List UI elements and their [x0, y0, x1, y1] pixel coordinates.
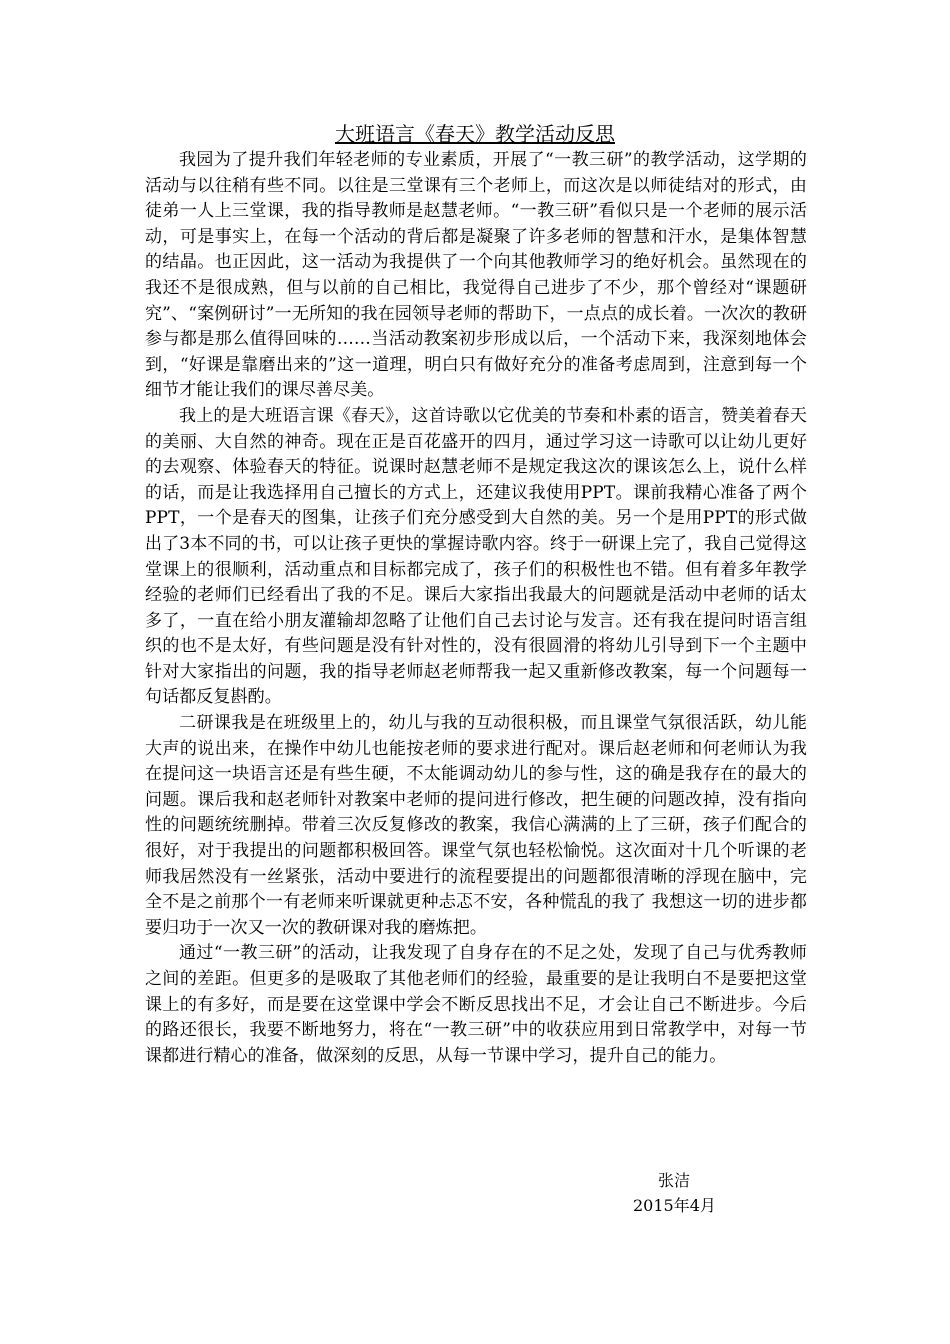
paragraph-3: 二研课我是在班级里上的，幼儿与我的互动很积极，而且课堂气氛很活跃，幼儿能大声的说出来，在操作中幼儿也能按老师的要求进行配对。课后赵老师和何老师认为我在提问这一块语言还是有些生硬，不太能调动幼儿的参与性，这的确是我存在的最大的问题。课后我和赵老师针对教案中老师的提问进行修改，把生硬的问题改掉，没有指向性的问题统统删掉。带着三次反复修改的教案，我信心满满的上了三研，孩子们配合的很好，对于我提出的问题都积极回答。课堂气氛也轻松愉悦。这次面对十几个听课的老师我居然没有一丝紧张，活动中要进行的流程要提出的问题都很清晰的浮现在脑中，完全不是之前那个一有老师来听课就更种忐忑不安，各种慌乱的我了 我想这一切的进步都要归功于一次又一次的教研课对我的磨炼把。: [145, 713, 807, 938]
document-body: [145, 148, 807, 1069]
paragraph-1: 我园为了提升我们年轻老师的专业素质，开展了“一教三研”的教学活动，这学期的活动与以往稍有些不同。以往是三堂课有三个老师上，而这次是以师徒结对的形式，由徒弟一人上三堂课，我的指导教师是赵慧老师。“一教三研”看似只是一个老师的展示活动，可是事实上，在每一个活动的背后都是凝聚了许多老师的智慧和汗水，是集体智慧的结晶。也正因此，这一活动为我提供了一个向其他教师学习的绝好机会。虽然现在的我还不是很成熟，但与以前的自己相比，我觉得自己进步了不少，那个曾经对“课题研究”、“案例研讨”一无所知的我在园领导老师的帮助下，一点点的成长着。一次次的教研参与都是那么值得回味的……当活动教案初步形成以后，一个活动下来，我深刻地体会到，“好课是靠磨出来的”这一道理，明白只有做好充分的准备考虑周到，注意到每一个细节才能让我们的课尽善尽美。: [145, 150, 807, 401]
signature-date: 2015年4月: [633, 1196, 716, 1215]
signature-name: 张洁: [658, 1171, 691, 1190]
document-title: [145, 120, 805, 148]
paragraph-2: 我上的是大班语言课《春天》，这首诗歌以它优美的节奏和朴素的语言，赞美着春天的美丽、大自然的神奇。现在正是百花盛开的四月，通过学习这一诗歌可以让幼儿更好的去观察、体验春天的特征。说课时赵慧老师不是规定我这次的课该怎么上，说什么样的话，而是让我选择用自己擅长的方式上，还建议我使用PPT。课前我精心准备了两个PPT，一个是春天的图集，让孩子们充分感受到大自然的美。另一个是用PPT的形式做出了3本不同的书，可以让孩子更快的掌握诗歌内容。终于一研课上完了，我自己觉得这堂课上的很顺利，活动重点和目标都完成了，孩子们的积极性也不错。但有着多年教学经验的老师们已经看出了我的不足。课后大家指出我最大的问题就是活动中老师的话太多了，一直在给小朋友灌输却忽略了让他们自己去讨论与发言。还有我在提问时语言组织的也不是太好，有些问题是没有针对性的，没有很圆滑的将幼儿引导到下一个主题中针对大家指出的问题，我的指导老师赵老师帮我一起又重新修改教案，每一个问题每一句话都反复斟酌。: [145, 405, 807, 708]
title-text: 大班语言《春天》教学活动反思: [335, 122, 615, 146]
paragraph-4: 通过“一教三研”的活动，让我发现了自身存在的不足之处，发现了自己与优秀教师之间的差距。但更多的是吸取了其他老师们的经验，最重要的是让我明白不是要把这堂课上的有多好，而是要在这堂课中学会不断反思找出不足，才会让自己不断进步。今后的路还很长，我要不断地努力，将在“一教三研”中的收获应用到日常教学中，对每一节课都进行精心的准备，做深刻的反思，从每一节课中学习，提升自己的能力。: [145, 943, 807, 1066]
